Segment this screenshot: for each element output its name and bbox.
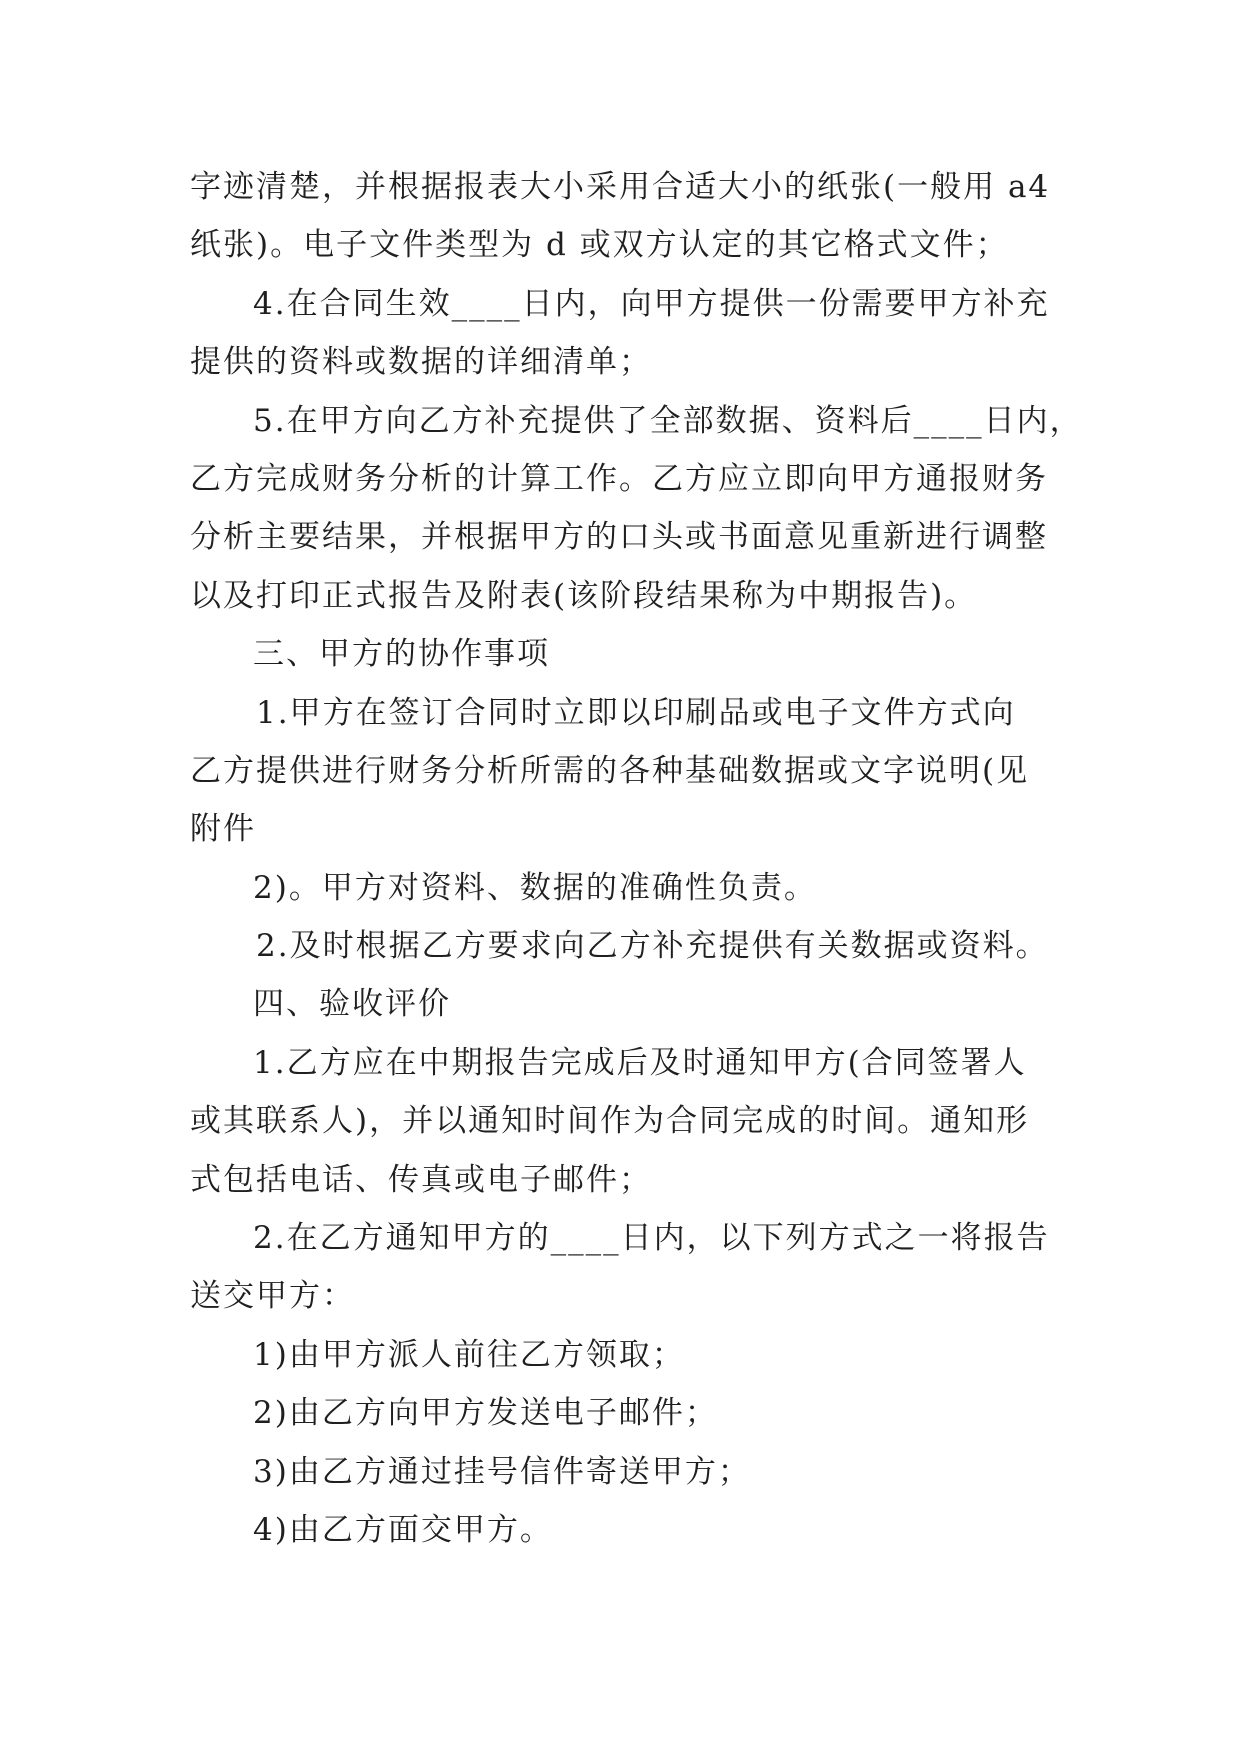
text-line: 式包括电话、传真或电子邮件；: [190, 1161, 652, 1198]
text-line: 提供的资料或数据的详细清单；: [190, 344, 652, 381]
text-line: 纸张)。电子文件类型为 d 或双方认定的其它格式文件；: [190, 227, 1009, 264]
text-line: 乙方提供进行财务分析所需的各种基础数据或文字说明(见: [190, 752, 1030, 789]
text-line: 字迹清楚，并根据报表大小采用合适大小的纸张(一般用 a4: [190, 169, 1051, 205]
list-item: 2)由乙方向甲方发送电子邮件；: [253, 1395, 718, 1432]
list-item: 1)由甲方派人前往乙方领取；: [253, 1336, 685, 1373]
section-heading: 三、甲方的协作事项: [253, 636, 550, 673]
list-item: 4)由乙方面交甲方。: [253, 1511, 553, 1548]
numbered-item: 1.甲方在签订合同时立即以印刷品或电子文件方式向: [256, 694, 1016, 731]
numbered-item: 1.乙方应在中期报告完成后及时通知甲方(合同签署人: [253, 1044, 1027, 1081]
list-item: 3)由乙方通过挂号信件寄送甲方；: [253, 1453, 751, 1490]
text-line: 送交甲方：: [190, 1278, 355, 1315]
text-line: 以及打印正式报告及附表(该阶段结果称为中期报告)。: [190, 577, 978, 614]
text-line: 分析主要结果，并根据甲方的口头或书面意见重新进行调整: [190, 519, 1048, 556]
numbered-item: 2.及时根据乙方要求向乙方补充提供有关数据或资料。: [256, 928, 1049, 965]
text-line: 乙方完成财务分析的计算工作。乙方应立即向甲方通报财务: [190, 460, 1048, 497]
section-heading: 四、验收评价: [253, 986, 451, 1023]
numbered-item: 4.在合同生效____日内，向甲方提供一份需要甲方补充: [253, 285, 1050, 322]
text-line: 附件: [190, 811, 256, 848]
numbered-item: 2.在乙方通知甲方的____日内，以下列方式之一将报告: [253, 1220, 1050, 1257]
numbered-item: 5.在甲方向乙方补充提供了全部数据、资料后____日内，: [253, 402, 1083, 439]
text-line: 2)。甲方对资料、数据的准确性负责。: [253, 869, 817, 906]
document-body: [190, 158, 1090, 1559]
text-line: 或其联系人)，并以通知时间作为合同完成的时间。通知形: [190, 1103, 1030, 1140]
